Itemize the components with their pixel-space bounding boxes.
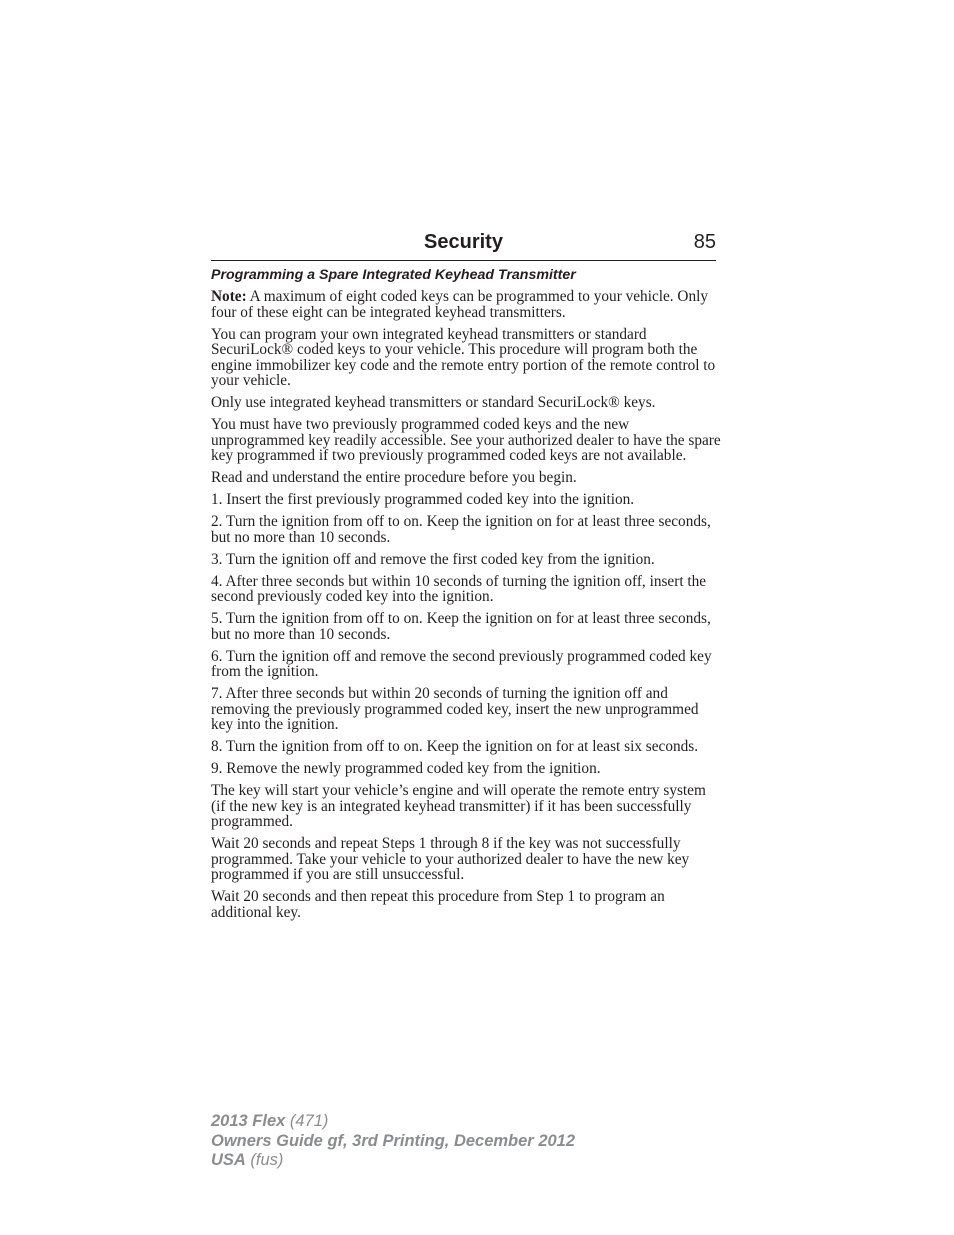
footer-model: 2013 Flex	[211, 1112, 286, 1130]
section-title: Security	[424, 231, 503, 253]
page-header	[211, 228, 716, 261]
paragraph-requirements: You must have two previously programmed coded keys and the new unprogrammed key readily accessible. See your authorized dealer to have the spare key programmed if two previously programmed coded keys are not available.	[211, 416, 721, 464]
footer-edition: Owners Guide gf, 3rd Printing, December 2012	[211, 1131, 576, 1150]
footer-market-code: (fus)	[245, 1151, 284, 1169]
footer-market-line	[211, 1151, 575, 1171]
step-6: 6. Turn the ignition off and remove the second previously programmed coded key from the ignition.	[211, 647, 712, 680]
paragraph-additional-key: Wait 20 seconds and then repeat this procedure from Step 1 to program an additional key.	[211, 888, 665, 921]
page-number: 85	[693, 231, 716, 253]
page-footer	[211, 1112, 575, 1171]
note-label: Note:	[211, 288, 247, 305]
step-8: 8. Turn the ignition from off to on. Keep the ignition on for at least six seconds.	[211, 738, 699, 755]
main-content	[211, 266, 721, 927]
footer-model-code: (471)	[285, 1112, 329, 1130]
step-9: 9. Remove the newly programmed coded key from the ignition.	[211, 760, 601, 777]
note-text: A maximum of eight coded keys can be programmed to your vehicle. Only four of these eight can be integrated keyhead transmitters.	[211, 288, 709, 321]
paragraph-intro: You can program your own integrated keyhead transmitters or standard SecuriLock® coded keys to your vehicle. This procedure will program both the engine immobilizer key code and the remote entry portion of the remote control to your vehicle.	[211, 325, 716, 389]
step-1: 1. Insert the first previously programmed coded key into the ignition.	[211, 491, 635, 508]
step-3: 3. Turn the ignition off and remove the first coded key from the ignition.	[211, 550, 655, 568]
paragraph-success: The key will start your vehicle’s engine and will operate the remote entry system (if the new key is an integrated keyhead transmitter) if it has been successfully programmed.	[211, 782, 706, 830]
paragraph-retry: Wait 20 seconds and repeat Steps 1 through 8 if the key was not successfully programmed. Take your vehicle to your authorized dealer to have the new key programmed if you are still unsuccessful.	[211, 835, 690, 883]
step-5: 5. Turn the ignition from off to on. Keep the ignition on for at least three seconds, but no more than 10 seconds.	[211, 610, 711, 643]
paragraph-read-first: Read and understand the entire procedure before you begin.	[211, 469, 577, 486]
step-7: 7. After three seconds but within 20 seconds of turning the ignition off and removing the previously programmed coded key, insert the new unprogrammed key into the ignition.	[211, 685, 699, 733]
footer-market: USA	[211, 1151, 246, 1169]
paragraph-key-types: Only use integrated keyhead transmitters or standard SecuriLock® keys.	[211, 394, 656, 411]
footer-model-line	[211, 1112, 575, 1132]
note-paragraph	[211, 289, 721, 320]
subheading: Programming a Spare Integrated Keyhead Transmitter	[211, 267, 576, 283]
step-2: 2. Turn the ignition from off to on. Keep the ignition on for at least three seconds, but no more than 10 seconds.	[211, 513, 711, 546]
step-4: 4. After three seconds but within 10 seconds of turning the ignition off, insert the second previously coded key into the ignition.	[211, 572, 707, 605]
